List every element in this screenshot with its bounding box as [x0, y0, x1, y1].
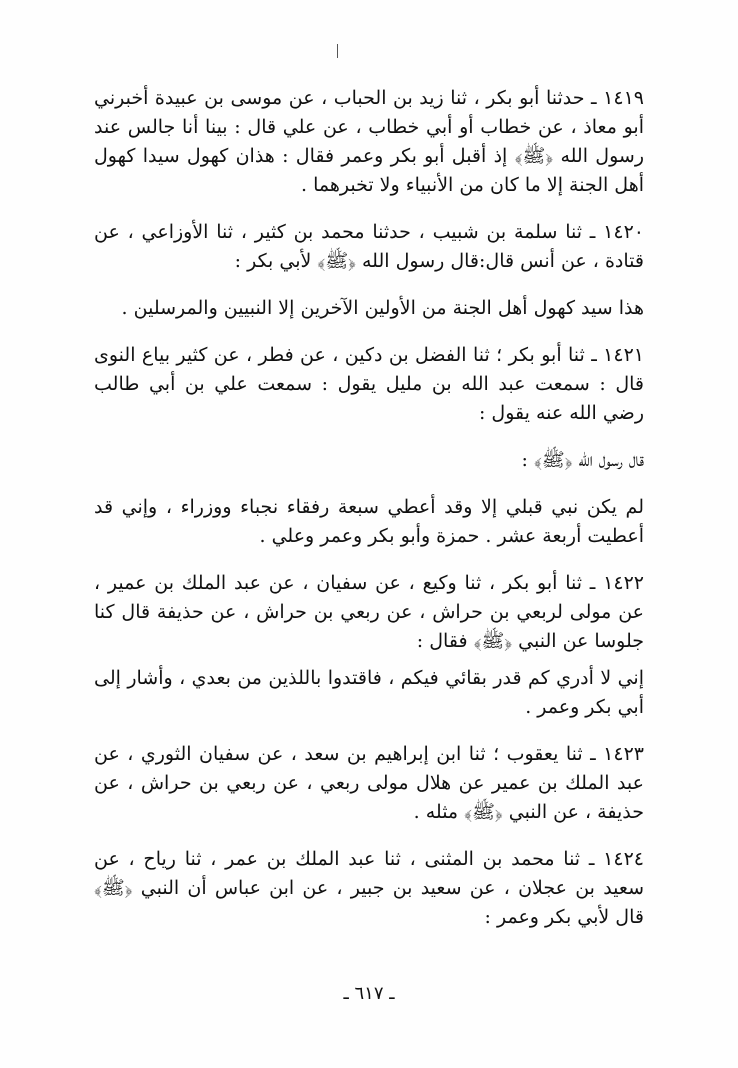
hadith-1422: ١٤٢٢ ـ ثنا أبو بكر ، ثنا وكيع ، عن سفيان ، عن عبد الملك بن عمير ، عن مولى لربعي بن حراش ، عن ربعي بن حراش ، عن حذيفة قال كنا جلوسا عن النبي ﴿ﷺ﴾ فقال : — [94, 572, 644, 652]
hadith-1423: ١٤٢٣ ـ ثنا يعقوب ؛ ثنا ابن إبراهيم بن سعد ، عن سفيان الثوري ، عن عبد الملك بن عمير عن هلال مولى ربعي ، عن ربعي بن حراش ، عن حذيفة ، عن النبي ﴿ﷺ﴾ مثله . — [94, 743, 644, 823]
top-margin-mark — [337, 44, 338, 58]
hadith-1424: ١٤٢٤ ـ ثنا محمد بن المثنى ، ثنا عبد الملك بن عمر ، ثنا رياح ، عن سعيد بن عجلان ، عن سعيد بن جبير ، عن ابن عباس أن النبي ﴿ﷺ﴾ قال لأبي بكر وعمر : — [94, 848, 644, 928]
page-number: ـ ٦١٧ ـ — [343, 983, 395, 1004]
hadith-1420: ١٤٢٠ ـ ثنا سلمة بن شبيب ، حدثنا محمد بن كثير ، ثنا الأوزاعي ، عن قتادة ، عن أنس قال:قال رسول الله ﴿ﷺ﴾ لأبي بكر : — [94, 221, 644, 272]
hadith-1419: ١٤١٩ ـ حدثنا أبو بكر ، ثنا زيد بن الحباب ، عن موسى بن عبيدة أخبرني أبو معاذ ، عن خطاب أو أبي خطاب ، عن علي قال : بينا أنا جالس عند رسول الله ﴿ﷺ﴾ إذ أقبل أبو بكر وعمر فقال : هذان كهول سيدا كهول أهل الجنة إلا ما كان من الأنبياء ولا تخبرهما . — [94, 87, 644, 196]
hadith-1421-quote-intro: قال رسول الله ﴿ﷺ﴾ : — [521, 449, 644, 471]
hadith-1420-text: هذا سيد كهول أهل الجنة من الأولين الآخرين إلا النبيين والمرسلين . — [121, 297, 644, 319]
page-body — [94, 84, 644, 932]
hadith-1421-text: لم يكن نبي قبلي إلا وقد أعطي سبعة رفقاء نجباء ووزراء ، وإني قد أعطيت أربعة عشر . حمزة وأبو بكر وعمر وعلي . — [94, 496, 644, 547]
hadith-1421: ١٤٢١ ـ ثنا أبو بكر ؛ ثنا الفضل بن دكين ، عن فطر ، عن كثير بياع النوى قال : سمعت عبد الله بن مليل يقول : سمعت علي بن أبي طالب رضي الله عنه يقول : — [94, 344, 644, 424]
hadith-1422-text: إني لا أدري كم قدر بقائي فيكم ، فاقتدوا باللذين من بعدي ، وأشار إلى أبي بكر وعمر . — [94, 667, 644, 718]
